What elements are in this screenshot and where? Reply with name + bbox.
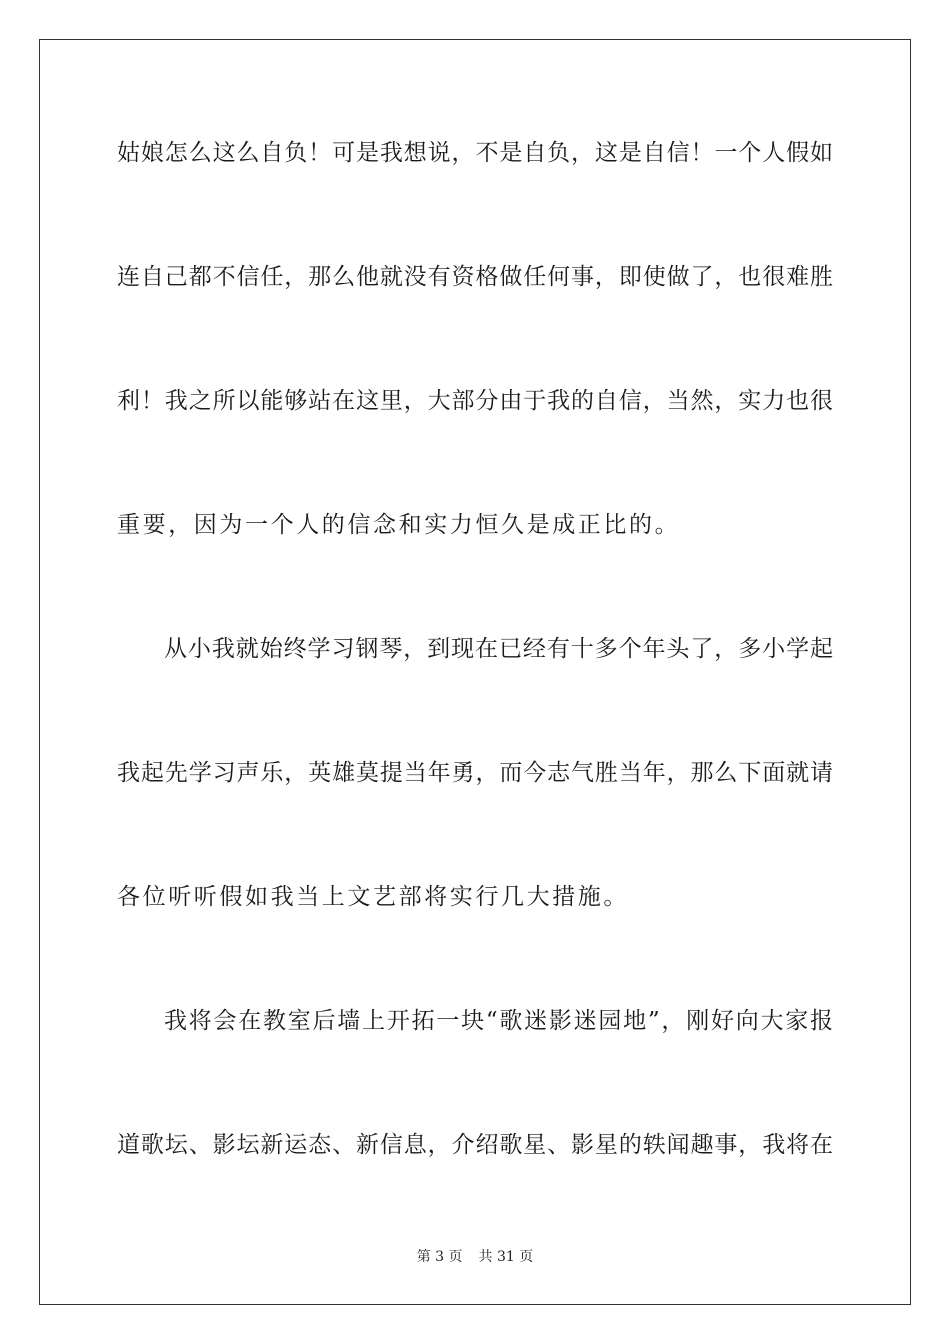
page-border (39, 39, 911, 1305)
text-line-4: 重要，因为一个人的信念和实力恒久是成正比的。 (117, 512, 681, 538)
text-line-5: 从小我就始终学习钢琴，到现在已经有十多个年头了，多小学起 (164, 636, 833, 662)
text-line-8: 我将会在教室后墙上开拓一块“歌迷影迷园地”，刚好向大家报 (164, 1008, 833, 1034)
text-line-3: 利！我之所以能够站在这里，大部分由于我的自信，当然，实力也很 (117, 388, 833, 414)
text-line-2: 连自己都不信任，那么他就没有资格做任何事，即使做了，也很难胜 (117, 264, 833, 290)
text-line-6: 我起先学习声乐，英雄莫提当年勇，而今志气胜当年，那么下面就请 (117, 760, 833, 786)
text-line-1: 姑娘怎么这么自负！可是我想说，不是自负，这是自信！一个人假如 (117, 140, 833, 166)
text-line-9: 道歌坛、影坛新运态、新信息，介绍歌星、影星的轶闻趣事，我将在 (117, 1132, 833, 1158)
text-line-7: 各位听听假如我当上文艺部将实行几大措施。 (117, 884, 629, 910)
page-footer (0, 1247, 950, 1267)
page-number: 第 3 页 (416, 1249, 463, 1265)
page-total: 共 31 页 (478, 1249, 534, 1265)
